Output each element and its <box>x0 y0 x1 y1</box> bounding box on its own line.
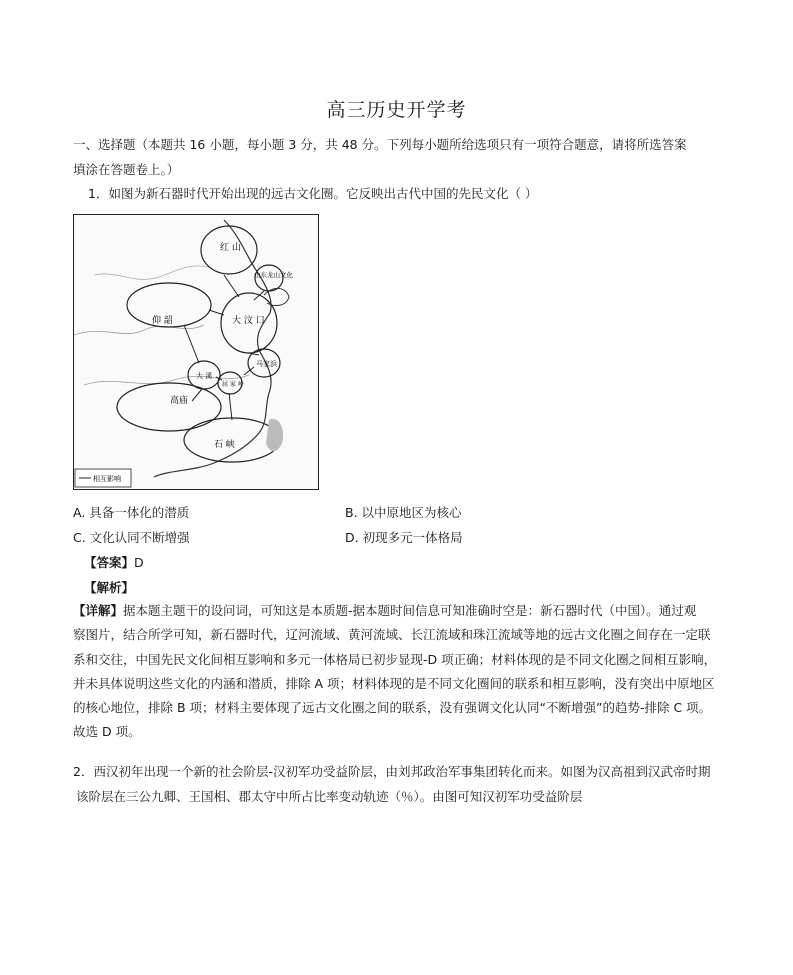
question-1-stem: 1．如图为新石器时代开始出现的远古文化圈。它反映出古代中国的先民文化（ ） <box>88 186 538 201</box>
detail-line-4: 并未具体说明这些文化的内涵和潜质，排除 A 项；材料体现的是不同文化圈间的联系和相互影响，没有突出中原地区 <box>73 675 715 691</box>
detail-line-1: 【详解】据本题主题干的设问词，可知这是本质题-据本题时间信息可知准确时空是：新石器时代（中国）。通过观 <box>73 603 697 618</box>
option-a[interactable]: A. 具备一体化的潜质 <box>73 505 190 520</box>
map-label-gaomiao: 高庙 <box>170 396 189 406</box>
culture-circle-map <box>73 214 319 490</box>
map-label-dawenkou: 大 汶 口 <box>232 316 265 326</box>
question-2-stem-line-1: 2．西汉初年出现一个新的社会阶层-汉初军功受益阶层，由刘邦政治军事集团转化而来。如图为汉高祖到汉武帝时期 <box>73 764 711 779</box>
answer-value: D <box>134 555 144 570</box>
section-instruction-line-2: 填涂在答题卷上。） <box>73 162 180 177</box>
answer-line <box>84 555 144 571</box>
detailed-explanation <box>73 599 723 745</box>
option-b[interactable]: B. 以中原地区为核心 <box>345 505 462 520</box>
map-drawing <box>74 215 318 489</box>
answer-tag: 【答案】 <box>84 555 135 570</box>
map-label-yangshao: 仰 韶 <box>152 316 173 326</box>
map-label-qujialing: 屈 家 岭 <box>222 381 244 388</box>
map-legend-label: 相互影响 <box>93 475 121 483</box>
detail-line-5: 的核心地位，排除 B 项；材料主要体现了远古文化圈之间的联系，没有强调文化认同“不断增强”的趋势-排除 C 项。 <box>73 700 712 716</box>
analysis-tag: 【解析】 <box>84 580 135 595</box>
detail-line-2: 察图片，结合所学可知，新石器时代，辽河流域、黄河流域、长江流域和珠江流域等地的远古文化圈之间存在一定联 <box>73 627 711 643</box>
map-label-daxi: 大 溪 <box>196 372 213 380</box>
question-2-stem-line-2: 该阶层在三公九卿、王国相、郡太守中所占比率变动轨迹（％）。由图可知汉初军功受益阶层 <box>76 789 583 804</box>
map-label-shandong-longshan: 山东龙山文化 <box>254 271 293 279</box>
map-label-hongshan: 红 山 <box>220 243 241 253</box>
detail-line-3: 系和交往，中国先民文化间相互影响和多元一体格局已初步显现-D 项正确；材料体现的是不同文化圈之间相互影响， <box>73 651 717 667</box>
section-instruction-line-1: 一、选择题（本题共 16 小题，每小题 3 分，共 48 分。下列每小题所给选项只有一项符合题意，请将所选答案 <box>73 137 687 152</box>
option-c[interactable]: C. 文化认同不断增强 <box>73 530 190 545</box>
map-label-majiabang: 马家浜 <box>256 360 277 368</box>
map-label-shixia: 石 峡 <box>214 440 235 450</box>
option-d[interactable]: D. 初现多元一体格局 <box>345 530 463 545</box>
detail-line-6: 故选 D 项。 <box>73 724 141 740</box>
page-title: 高三历史开学考 <box>326 99 467 121</box>
detail-tag: 【详解】 <box>73 603 124 618</box>
